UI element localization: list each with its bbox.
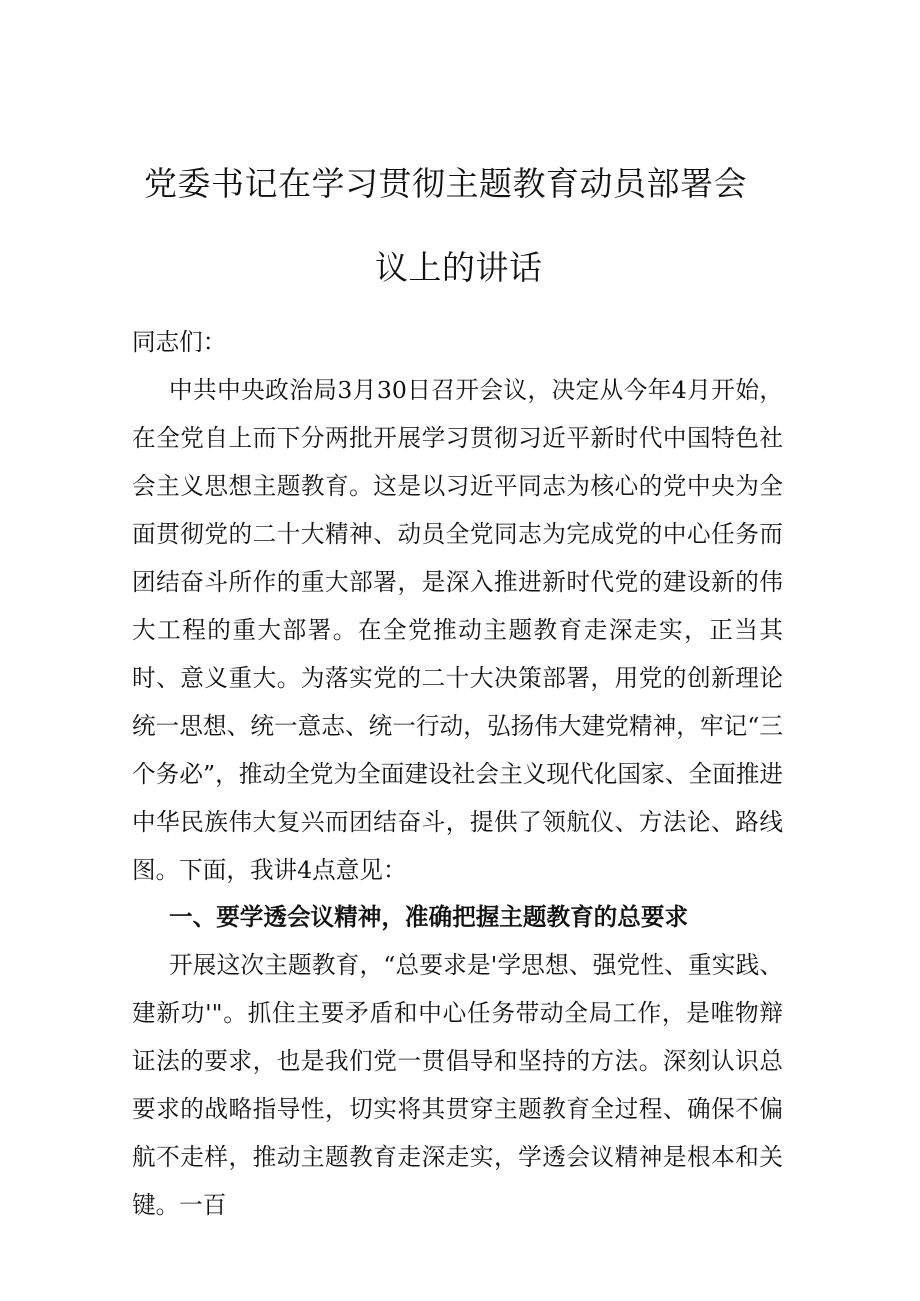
document-title-line-1: 党委书记在学习贯彻主题教育动员部署会 <box>144 164 747 203</box>
paragraph-section-1: 开展这次主题教育，“总要求是'学思想、强党性、重实践、建新功'"。抓住主要矛盾和中心任务带动全局工作，是唯物辩证法的要求，也是我们党一贯倡导和坚持的方法。深刻认识总要求的战略指导性，切实将其贯穿主题教育全过程、确保不偏航不走样，推动主题教育走深走实，学透会议精神是根本和关键。一百 <box>132 951 783 1219</box>
salutation: 同志们： <box>132 328 227 356</box>
section-heading-1: 一、要学透会议精神，准确把握主题教育的总要求 <box>169 903 689 931</box>
paragraph-intro: 中共中央政治局3月30日召开会议，决定从今年4月开始，在全党自上而下分两批开展学习贯彻习近平新时代中国特色社会主义思想主题教育。这是以习近平同志为核心的党中央为全面贯彻党的二十大精神、动员全党同志为完成党的中心任务而团结奋斗所作的重大部署，是深入推进新时代党的建设新的伟大工程的重大部署。在全党推动主题教育走深走实，正当其时、意义重大。为落实党的二十大决策部署，用党的创新理论统一思想、统一意志、统一行动，弘扬伟大建党精神，牢记“三个务必”，推动全党为全面建设社会主义现代化国家、全面推进中华民族伟大复兴而团结奋斗，提供了领航仪、方法论、路线图。下面，我讲4点意见： <box>132 376 783 884</box>
document-title-line-2: 议上的讲话 <box>375 248 543 287</box>
